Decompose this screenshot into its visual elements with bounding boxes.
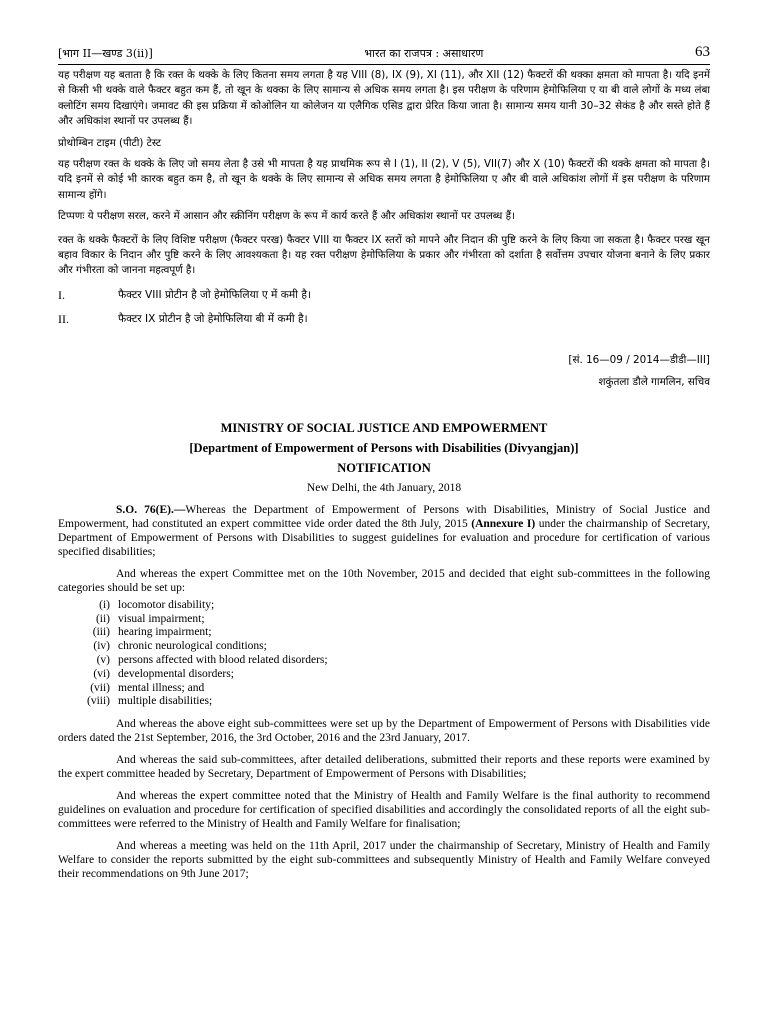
list-item-number: I. xyxy=(58,287,65,302)
page-header xyxy=(58,44,710,65)
page-number: 63 xyxy=(695,44,710,60)
category-number: (vi) xyxy=(93,667,110,680)
category-number: (i) xyxy=(99,598,110,611)
category-item xyxy=(58,668,710,682)
list-item-text: फैक्टर VIII प्रोटीन है जो हेमोफिलिया ए में कमी है। xyxy=(118,288,311,301)
list-item-number: II. xyxy=(58,311,69,326)
category-item xyxy=(58,640,710,654)
category-text: locomotor disability; xyxy=(118,598,215,611)
notification-paragraph-6: And whereas a meeting was held on the 11th April, 2017 under the chairmanship of Secretary, Ministry of Health and Family Welfare to consider the reports submitted by the eight sub-committees and subsequently Ministry of Health and Family Welfare conveyed their recommendations on 9th June 2017; xyxy=(58,840,710,881)
notification-paragraph-5: And whereas the expert committee noted that the Ministry of Health and Family Welfare is the final authority to recommend guidelines on evaluation and procedure for certification of specified disabilities and accordingly the consolidated reports of all the eight sub-committees were referred to the Ministry of Health and Family Welfare for finalisation; xyxy=(58,790,710,831)
category-item xyxy=(58,682,710,696)
hindi-list-item xyxy=(58,311,710,327)
category-text: visual impairment; xyxy=(118,612,205,625)
hindi-note: टिप्पणः ये परीक्षण सरल, करने में आसान और स्क्रीनिंग परीक्षण के रूप में कार्य करते हैं और अधिकांश स्थानों पर उपलब्ध हैं। xyxy=(58,210,516,223)
category-text: developmental disorders; xyxy=(118,667,234,680)
para1-text-a: Whereas the Department of Empowerment of Persons with Disabilities, Ministry of Social Justice and Empowerment, had constituted an expert committee vide order dated the 8th July, 2015 xyxy=(58,503,711,530)
hindi-paragraph-factor-assay: रक्त के थक्के फैक्टरों के लिए विशिष्ट परीक्षण (फैक्टर परख) फैक्टर VIII या फैक्टर IX स्तरों को मापने और निदान की पुष्टि करने के लिए किया जा सकता है। फैक्टर परख खून बहाव विकार के निदान और पुष्टि करने के लिए आवश्यकता है। यह रक्त परीक्षण हेमोफिलिया के प्रकार और गंभीरता को दर्शाता है सर्वोत्तम उपचार योजना बनाने के लिए प्रकार और गंभीरता को जानना महत्वपूर्ण है। xyxy=(58,233,710,277)
category-number: (iii) xyxy=(92,626,110,639)
ministry-title: MINISTRY OF SOCIAL JUSTICE AND EMPOWERMENT xyxy=(220,420,548,435)
category-text: persons affected with blood related disorders; xyxy=(118,654,328,667)
category-text: chronic neurological conditions; xyxy=(118,640,267,653)
category-item xyxy=(58,654,710,668)
category-item xyxy=(58,599,710,613)
header-section: [भाग II—खण्ड 3(ii)] xyxy=(58,47,153,60)
hindi-heading-pt-test: प्रोथोम्बिन टाइम (पीटी) टेस्ट xyxy=(58,136,162,149)
category-number: (v) xyxy=(96,654,110,667)
notification-paragraph-1 xyxy=(58,503,710,559)
department-title: [Department of Empowerment of Persons with Disabilities (Divyangjan)] xyxy=(189,440,579,455)
category-number: (iv) xyxy=(93,640,110,653)
para1-text-b: under the chairmanship of Secretary, Department of Empowerment of Persons with Disabilities to suggest guidelines for evaluation and procedure for certification of various specified disabilities; xyxy=(58,517,711,558)
list-item-text: फैक्टर IX प्रोटीन है जो हेमोफिलिया बी में कमी है। xyxy=(118,312,308,325)
notification-title: NOTIFICATION xyxy=(337,460,431,475)
category-text: multiple disabilities; xyxy=(118,695,213,708)
gazette-page xyxy=(58,44,710,881)
category-number: (vii) xyxy=(90,681,110,694)
notification-paragraph-4: And whereas the said sub-committees, after detailed deliberations, submitted their reports and these reports were examined by the expert committee headed by Secretary, Department of Empowerment of Persons with Disabilities; xyxy=(58,754,710,781)
hindi-paragraph-aptt: यह परीक्षण यह बताता है कि रक्त के थक्के के लिए कितना समय लगता है यह VIII (8), IX (9), XI (11), और XII (12) फैक्टरों की थक्का क्षमता को मापता है। यदि इनमें से किसी भी थक्के वाले फैक्टर बहुत कम हैं, तो खून के थक्का के लिए सामान्य से अधिक समय लगता है। इस परीक्षण के परिणाम हेमोफिलिया ए या बी वाले लोगों के मध्य लंबा क्लोटिंग समय दिखाएंगे। जमावट की इस प्रक्रिया में कोओलिन या कोलेजन या एलैगिक एसिड द्वारा प्रेरित किया जाता है। सामान्य समय यानी 30–32 सेकंड है और सस्ते होते हैं और अधिकांश स्थानों पर उपलब्ध हैं। xyxy=(58,69,710,128)
notification-date: New Delhi, the 4th January, 2018 xyxy=(306,481,462,494)
category-number: (viii) xyxy=(87,695,110,708)
header-title: भारत का राजपत्र : असाधारण xyxy=(364,47,484,60)
category-list xyxy=(58,599,710,709)
category-text: hearing impairment; xyxy=(118,626,212,639)
category-item xyxy=(58,626,710,640)
category-number: (ii) xyxy=(95,612,110,625)
hindi-paragraph-pt: यह परीक्षण रक्त के थक्के के लिए जो समय लेता है उसे भी मापता है यह प्राथमिक रूप से I (1), II (2), V (5), VII(7) और X (10) फैक्टरों की थक्के क्षमता को मापता है। यदि इनमें से कोई भी कारक बहुत कम है, तो खून के थक्के के लिए सामान्य से अधिक समय लगता है हेमोफिलिया ए और बी वाले अधिकांश लोगों में इस परीक्षण के परिणाम सामान्य होंगे। xyxy=(58,158,710,201)
notification-paragraph-2: And whereas the expert Committee met on the 10th November, 2015 and decided that eight sub-committees in the following categories should be set up: xyxy=(58,567,710,594)
hindi-list-item xyxy=(58,287,710,303)
signature-block xyxy=(58,349,710,393)
so-number: S.O. 76(E).— xyxy=(116,503,186,516)
category-item xyxy=(58,613,710,627)
category-item xyxy=(58,695,710,709)
reference-number: [सं. 16—09 / 2014—डीडी—III] xyxy=(568,353,710,366)
notification-paragraph-3: And whereas the above eight sub-committees were set up by the Department of Empowerment of Persons with Disabilities vide orders dated the 21st September, 2016, the 3rd October, 2016 and the 23rd January, 2017. xyxy=(58,718,710,745)
category-text: mental illness; and xyxy=(118,681,205,694)
signatory: शकुंतला डौले गामलिन, सचिव xyxy=(598,375,710,388)
annexure-ref: (Annexure I) xyxy=(471,517,536,530)
